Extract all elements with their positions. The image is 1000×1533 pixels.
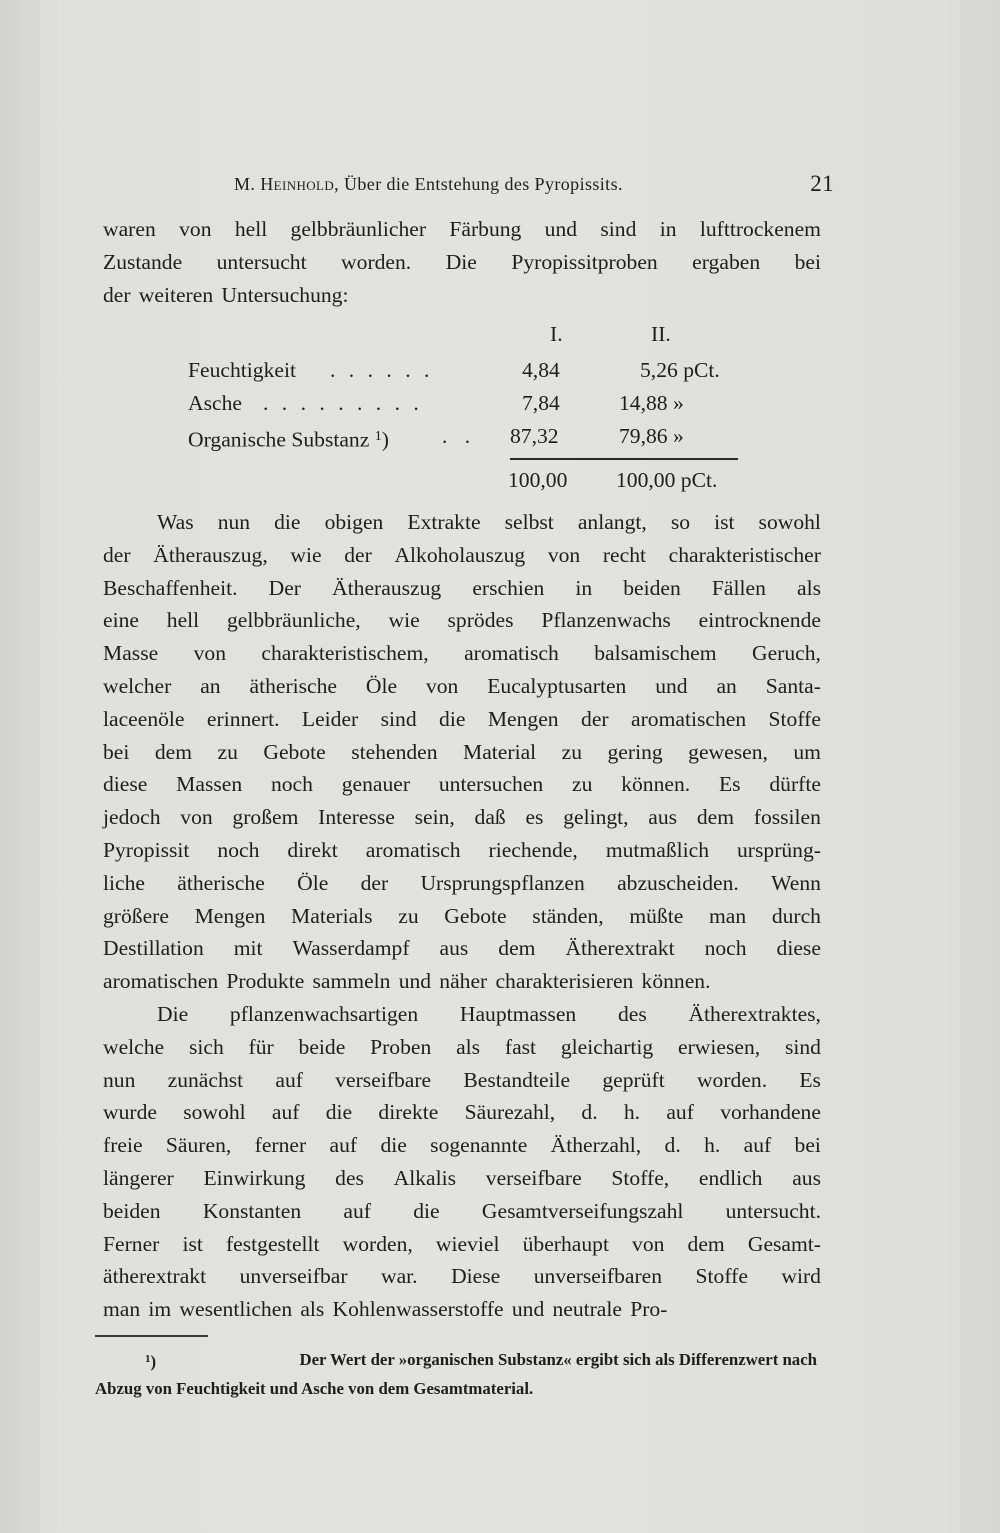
text-line <box>103 736 821 769</box>
word: ständen, <box>532 903 604 928</box>
row-label-moisture: Feuchtigkeit <box>188 358 296 382</box>
word: Ferner <box>103 1231 160 1256</box>
word: sowohl <box>183 1100 246 1125</box>
word: sammeln <box>312 969 391 994</box>
word: selbst <box>504 510 554 534</box>
word: sprödes <box>447 608 514 633</box>
word: Säurezahl, <box>464 1100 556 1125</box>
word: riechende, <box>488 837 578 862</box>
word: jedoch <box>103 805 161 830</box>
word: Pro- <box>630 1297 668 1322</box>
word: Masse <box>103 641 159 666</box>
composition-table <box>188 318 748 498</box>
word: Ätherextraktes, <box>688 1002 821 1026</box>
text-line <box>103 1260 821 1293</box>
word: recht <box>602 542 647 567</box>
word: zu <box>561 739 583 764</box>
word: genauer <box>341 772 411 797</box>
word: aus <box>439 936 469 961</box>
text-line <box>103 1064 821 1097</box>
row-leader-moisture: . . . . . . <box>330 358 434 382</box>
word: gering <box>607 739 663 764</box>
word: zu <box>572 772 593 797</box>
word: Kohlenwasserstoffe <box>332 1297 504 1322</box>
word: größere <box>103 903 169 928</box>
word: Interesse <box>318 805 395 830</box>
word: aromatisch <box>464 641 559 666</box>
word: Färbung <box>449 217 522 241</box>
word: sind <box>600 217 637 241</box>
word: Proben <box>370 1034 432 1059</box>
article-title: Über die Entstehung des Pyropissits. <box>344 174 623 194</box>
word: beide <box>298 1034 346 1059</box>
footnote-paren: ) <box>150 1351 157 1371</box>
row-label-text: Organische Substanz <box>188 427 370 452</box>
row-label-organic <box>188 420 389 455</box>
word: ist <box>182 1231 203 1256</box>
word: festgestellt <box>225 1231 320 1256</box>
word: Santa- <box>765 673 821 698</box>
word: Produkte <box>226 969 305 994</box>
word: neutrale <box>552 1297 622 1322</box>
word: gelbbräunlicher <box>290 217 427 241</box>
word: unverseifbaren <box>533 1264 663 1289</box>
word: längerer <box>103 1165 174 1190</box>
word: dem <box>154 739 193 764</box>
sum-rule <box>510 458 738 460</box>
word: gewesen, <box>688 739 768 764</box>
word: charakterisieren <box>495 969 634 994</box>
word: vorhandene <box>720 1100 821 1125</box>
word: Ätherextrakt <box>565 936 675 961</box>
text-line <box>103 867 821 900</box>
footnote <box>95 1345 817 1403</box>
word: Die <box>445 249 477 274</box>
table-cell: 87,32 <box>510 424 559 448</box>
text-line <box>103 539 821 572</box>
word: und <box>398 969 432 994</box>
word: es <box>525 805 544 830</box>
text-line <box>103 965 821 998</box>
table-cell: 7,84 <box>522 391 560 415</box>
word: Hauptmassen <box>459 1002 577 1026</box>
running-title <box>234 174 623 195</box>
word: Die <box>157 1002 189 1026</box>
word: laceenöle <box>103 706 185 731</box>
word: sowohl <box>758 510 821 534</box>
text-line <box>103 1162 821 1195</box>
row-leader-organic: . . <box>442 424 477 448</box>
paragraph-extracts <box>103 506 821 998</box>
word: Was <box>157 510 194 534</box>
word: weiteren <box>138 282 214 307</box>
word: an <box>200 673 221 698</box>
word: wurde <box>103 1100 157 1125</box>
word: auf <box>343 1198 371 1223</box>
word: Geruch, <box>751 641 821 666</box>
word: so <box>670 510 691 534</box>
text-line <box>103 703 821 736</box>
word: bei <box>794 249 821 274</box>
column-header-1: I. <box>550 322 563 346</box>
footnote-line <box>95 1345 817 1374</box>
word: aromatischen <box>631 706 747 731</box>
word: der <box>581 706 609 731</box>
word: Einwirkung <box>203 1165 306 1190</box>
word: erwiesen, <box>678 1034 761 1059</box>
text-line <box>103 279 821 312</box>
text-line <box>103 998 821 1031</box>
word: worden. <box>341 249 412 274</box>
column-header-2: II. <box>651 322 671 346</box>
word: liche <box>103 870 145 895</box>
word: man <box>103 1297 141 1322</box>
word: wird <box>781 1264 821 1289</box>
word: sogenannte <box>430 1133 528 1158</box>
word: Stoffe <box>695 1264 748 1289</box>
word: Wasserdampf <box>292 936 410 961</box>
table-cell: 5,26 pCt. <box>640 358 720 382</box>
word: Fällen <box>711 575 766 600</box>
word: unverseifbar <box>239 1264 348 1289</box>
text-line <box>103 604 821 637</box>
word: aromatischen <box>103 969 219 994</box>
word: Destillation <box>103 936 204 961</box>
word: stehenden <box>351 739 438 764</box>
word: als <box>300 1297 325 1322</box>
word: von <box>179 217 212 241</box>
word: ursprüng- <box>737 837 821 862</box>
text-line <box>103 1129 821 1162</box>
word: auf <box>275 1067 303 1092</box>
word: Pflanzenwachs <box>541 608 671 633</box>
word: Gebote <box>263 739 326 764</box>
word: dem <box>687 1231 725 1256</box>
word: beiden <box>623 575 681 600</box>
footnote-separator <box>95 1335 208 1337</box>
word: von <box>547 542 581 567</box>
word: gelingt, <box>563 805 629 830</box>
word: obigen <box>324 510 384 534</box>
text-line <box>103 932 821 965</box>
word: überhaupt <box>522 1231 609 1256</box>
word: anlangt, <box>577 510 647 534</box>
word: sein, <box>414 805 455 830</box>
table-cell: 79,86 » <box>619 424 684 448</box>
text-line <box>103 1031 821 1064</box>
word: untersucht. <box>725 1198 821 1223</box>
word: Eucalyptusarten <box>487 673 627 698</box>
word: Extrakte <box>407 510 481 534</box>
word: verseifbare <box>335 1067 432 1092</box>
word: die <box>380 1133 407 1158</box>
word: bei <box>794 1133 821 1158</box>
author-name: Heinhold, <box>260 174 340 194</box>
word: Säuren, <box>165 1133 232 1158</box>
author-initial: M. <box>234 174 256 194</box>
word: der <box>360 870 389 895</box>
word: Der <box>268 575 301 600</box>
footnote-line <box>95 1374 817 1403</box>
word: abzuscheiden. <box>617 870 739 895</box>
word: sich <box>188 1034 224 1059</box>
word: ferner <box>254 1133 307 1158</box>
word: näher <box>439 969 488 994</box>
word: worden. <box>696 1067 768 1092</box>
running-header <box>234 171 834 198</box>
word: und <box>544 217 578 241</box>
text-line <box>103 801 821 834</box>
word: auf <box>271 1100 300 1125</box>
word: Alkoholauszug <box>394 542 526 567</box>
word: gleichartig <box>560 1034 654 1059</box>
word: Material <box>463 739 537 764</box>
word: auf <box>666 1100 694 1125</box>
word: erschien <box>472 575 545 600</box>
word: h. <box>704 1133 721 1158</box>
text-line <box>103 637 821 670</box>
total-cell: 100,00 pCt. <box>616 468 718 492</box>
word: an <box>716 673 737 698</box>
word: Alkalis <box>393 1165 457 1190</box>
word: eintrocknende <box>698 608 821 633</box>
word: der <box>103 542 131 567</box>
text-line <box>103 213 821 246</box>
word: in <box>659 217 677 241</box>
text-line <box>103 572 821 605</box>
word: dem <box>696 805 735 830</box>
word: welcher <box>103 673 172 698</box>
word: war. <box>381 1264 418 1289</box>
text-line <box>103 246 821 279</box>
footnote-mark-paren: ) <box>381 427 389 452</box>
row-label-ash: Asche <box>188 391 242 415</box>
word: dürfte <box>769 772 821 797</box>
word: diese <box>776 936 821 961</box>
word: Diese <box>451 1264 501 1289</box>
word: müßte <box>629 903 684 928</box>
table-cell: 4,84 <box>522 358 560 382</box>
word: d. <box>664 1133 681 1158</box>
word: Beschaffenheit. <box>103 575 238 600</box>
word: worden, <box>342 1231 413 1256</box>
word: Bestandteile <box>463 1067 571 1092</box>
word: pflanzenwachsartigen <box>229 1002 419 1026</box>
text-line <box>103 1195 821 1228</box>
word: von <box>632 1231 665 1256</box>
word: untersucht <box>216 249 307 274</box>
word: direkt <box>287 837 338 862</box>
word: noch <box>217 837 260 862</box>
table-cell: 14,88 » <box>619 391 684 415</box>
word: bei <box>103 739 130 764</box>
word: charakteristischem, <box>261 641 429 666</box>
word: aus <box>648 805 678 830</box>
word: des <box>617 1002 647 1026</box>
word: wie <box>388 608 420 633</box>
word: erinnert. <box>206 706 280 731</box>
paragraph-saponification <box>103 998 821 1326</box>
word: von <box>425 673 459 698</box>
word: Gebote <box>444 903 507 928</box>
word: Stoffe, <box>611 1165 670 1190</box>
word: verseifbare <box>485 1165 582 1190</box>
word: hell <box>234 217 268 241</box>
word: direkte <box>378 1100 439 1125</box>
word: Ätherauszug, <box>153 542 268 567</box>
word: ätherische <box>249 673 338 698</box>
word: geprüft <box>602 1067 665 1092</box>
word: die <box>439 706 466 731</box>
word: der <box>344 542 372 567</box>
word: Gesamtverseifungszahl <box>481 1198 684 1223</box>
text-line <box>103 1096 821 1129</box>
total-cell: 100,00 <box>508 468 568 492</box>
word: Leider <box>301 706 359 731</box>
word: können. <box>641 969 711 994</box>
word: charakteristischer <box>668 542 821 567</box>
text-line <box>103 1293 821 1326</box>
word: Ursprungspflanzen <box>420 870 585 895</box>
word: auf <box>743 1133 772 1158</box>
row-leader-ash: . . . . . . . . . <box>263 391 423 415</box>
intro-paragraph <box>103 213 821 311</box>
word: Öle <box>297 870 329 895</box>
word: freie <box>103 1133 143 1158</box>
word: von <box>180 805 213 830</box>
word: durch <box>771 903 821 928</box>
word: Es <box>718 772 741 797</box>
word: die <box>413 1198 440 1223</box>
word: mit <box>233 936 263 961</box>
word: von <box>193 641 226 666</box>
word: die <box>274 510 301 534</box>
word: als <box>796 575 821 600</box>
word: der <box>103 282 131 307</box>
word: noch <box>704 936 747 961</box>
word: waren <box>103 217 156 241</box>
footnote-text: Der Wert der »organischen Substanz« ergibt sich als Differenzwert nach <box>299 1350 817 1369</box>
word: des <box>335 1165 364 1190</box>
word: diese <box>103 772 148 797</box>
word: nun <box>217 510 251 534</box>
word: sind <box>784 1034 821 1059</box>
word: untersuchen <box>438 772 544 797</box>
word: daß <box>474 805 506 830</box>
word: aus <box>792 1165 821 1190</box>
word: zunächst <box>167 1067 244 1092</box>
text-line <box>103 506 821 539</box>
word: Mengen <box>194 903 266 928</box>
word: können. <box>621 772 691 797</box>
word: wesentlichen <box>179 1297 293 1322</box>
text-line <box>103 768 821 801</box>
word: balsamischem <box>594 641 717 666</box>
word: dem <box>498 936 536 961</box>
word: Konstanten <box>202 1198 302 1223</box>
footnote-text: Abzug von Feuchtigkeit und Asche von dem Gesamtmaterial. <box>95 1379 534 1398</box>
word: Ätherauszug <box>332 575 442 600</box>
word: sind <box>380 706 417 731</box>
page-number: 21 <box>810 171 834 196</box>
word: man <box>708 903 747 928</box>
word: fossilen <box>753 805 821 830</box>
word: eine <box>103 608 139 633</box>
word: ergaben <box>692 249 761 274</box>
word: Stoffe <box>768 706 821 731</box>
word: die <box>325 1100 353 1125</box>
word: beiden <box>103 1198 161 1223</box>
footnote-number: 1 <box>145 1353 151 1365</box>
text-line <box>103 834 821 867</box>
word: endlich <box>698 1165 763 1190</box>
word: Untersuchung: <box>221 282 349 307</box>
word: auf <box>329 1133 358 1158</box>
word: um <box>793 739 821 764</box>
word: nun <box>103 1067 136 1092</box>
word: Gesamt- <box>747 1231 821 1256</box>
word: Mengen <box>487 706 559 731</box>
word: mutmaßlich <box>605 837 709 862</box>
word: als <box>456 1034 481 1059</box>
word: großem <box>232 805 299 830</box>
word: Wenn <box>771 870 821 895</box>
word: Zustande <box>103 249 183 274</box>
word: Ätherzahl, <box>550 1133 642 1158</box>
word: hell <box>166 608 200 633</box>
word: ätherische <box>177 870 265 895</box>
text-line <box>103 1228 821 1261</box>
word: zu <box>217 739 238 764</box>
word: Pyropissitproben <box>511 249 658 274</box>
word: noch <box>270 772 313 797</box>
word: fast <box>504 1034 537 1059</box>
word: ist <box>714 510 735 534</box>
word: Massen <box>176 772 243 797</box>
word: h. <box>623 1100 641 1125</box>
footnote-mark: 1 <box>374 428 382 444</box>
word: in <box>575 575 593 600</box>
word: welche <box>103 1034 165 1059</box>
word: gelbbräunliche, <box>226 608 361 633</box>
text-line <box>103 670 821 703</box>
word: lufttrockenem <box>699 217 821 241</box>
word: für <box>248 1034 274 1059</box>
word: wie <box>290 542 322 567</box>
word: wieviel <box>435 1231 500 1256</box>
word: Pyropissit <box>103 837 190 862</box>
word: im <box>148 1297 172 1322</box>
word: Es <box>799 1067 821 1092</box>
word: Materials <box>291 903 373 928</box>
word: aromatisch <box>365 837 461 862</box>
word: und <box>655 673 688 698</box>
word: und <box>511 1297 545 1322</box>
word: d. <box>581 1100 598 1125</box>
word: ätherextrakt <box>103 1264 207 1289</box>
word: Öle <box>365 673 398 698</box>
text-line <box>103 900 821 933</box>
word: zu <box>398 903 419 928</box>
